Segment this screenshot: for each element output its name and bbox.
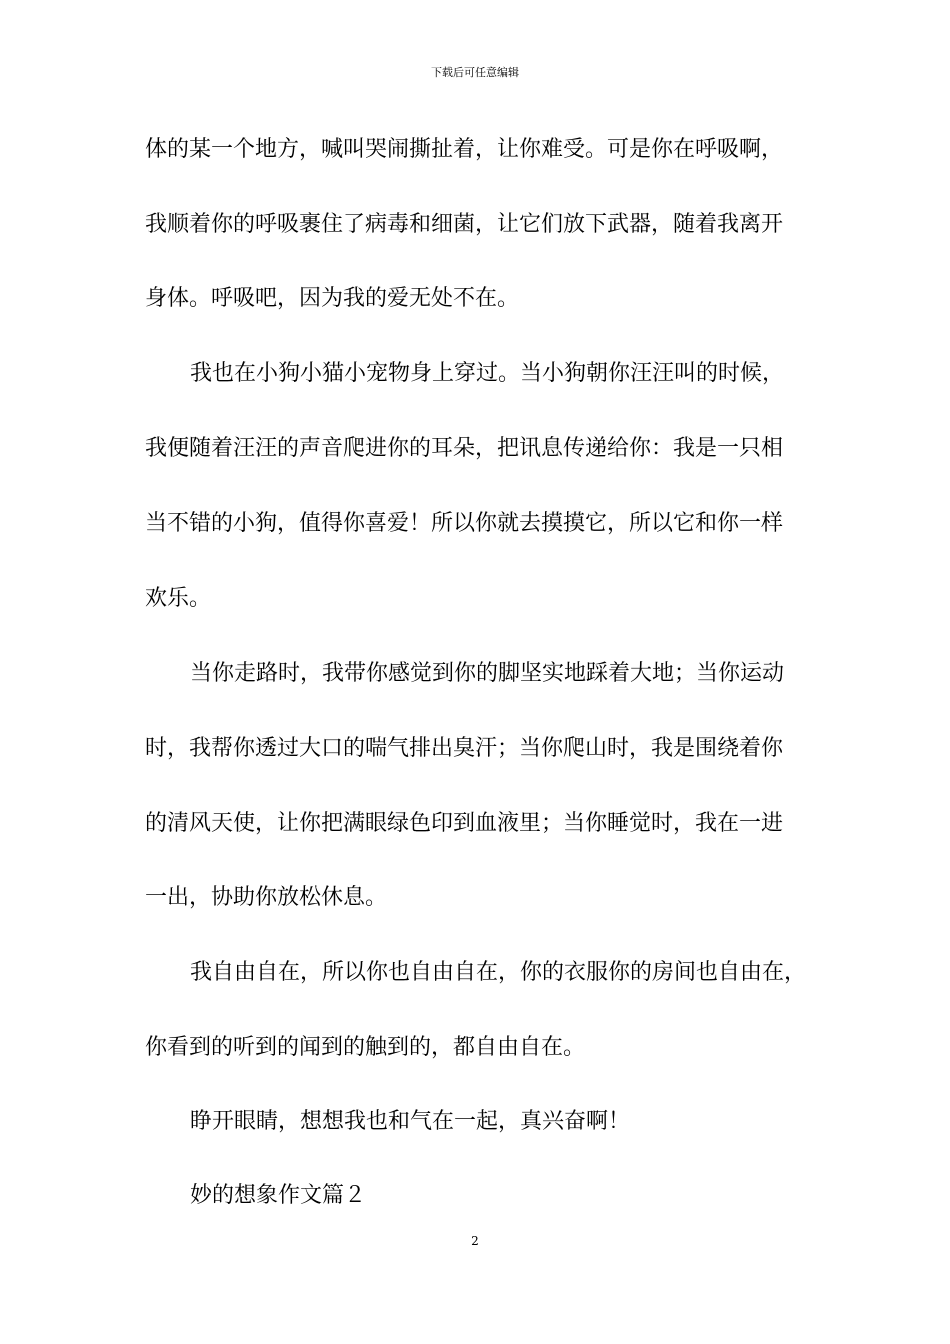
body-text-line: 身体。呼吸吧，因为我的爱无处不在。: [145, 286, 520, 311]
body-text-line: 体的某一个地方，喊叫哭闹撕扯着，让你难受。可是你在呼吸啊，: [145, 137, 784, 162]
page-number: 2: [471, 1234, 479, 1248]
body-text-line: 当不错的小狗，值得你喜爱！所以你就去摸摸它，所以它和你一样: [145, 511, 784, 536]
paragraph-first-line: 我也在小狗小猫小宠物身上穿过。当小狗朝你汪汪叫的时候，: [190, 361, 785, 386]
body-text-line: 欢乐。: [145, 586, 212, 611]
paragraph-first-line: 睁开眼睛，想想我也和气在一起，真兴奋啊！: [190, 1109, 631, 1134]
body-text-line: 我顺着你的呼吸裹住了病毒和细菌，让它们放下武器，随着我离开: [145, 212, 784, 237]
page-header: 下载后可任意编辑: [431, 66, 519, 79]
body-text-line: 我便随着汪汪的声音爬进你的耳朵，把讯息传递给你：我是一只相: [145, 436, 784, 461]
section-heading: 妙的想象作文篇２: [190, 1183, 367, 1208]
paragraph-first-line: 当你走路时，我带你感觉到你的脚坚实地踩着大地；当你运动: [190, 661, 785, 686]
body-text-line: 的清风天使，让你把满眼绿色印到血液里；当你睡觉时，我在一进: [145, 811, 784, 836]
body-text-line: 你看到的听到的闻到的触到的，都自由自在。: [145, 1035, 586, 1060]
body-text-line: 一出，协助你放松休息。: [145, 885, 388, 910]
paragraph-first-line: 我自由自在，所以你也自由自在，你的衣服你的房间也自由在，: [190, 960, 807, 985]
body-text-line: 时，我帮你透过大口的喘气排出臭汗；当你爬山时，我是围绕着你: [145, 736, 784, 761]
